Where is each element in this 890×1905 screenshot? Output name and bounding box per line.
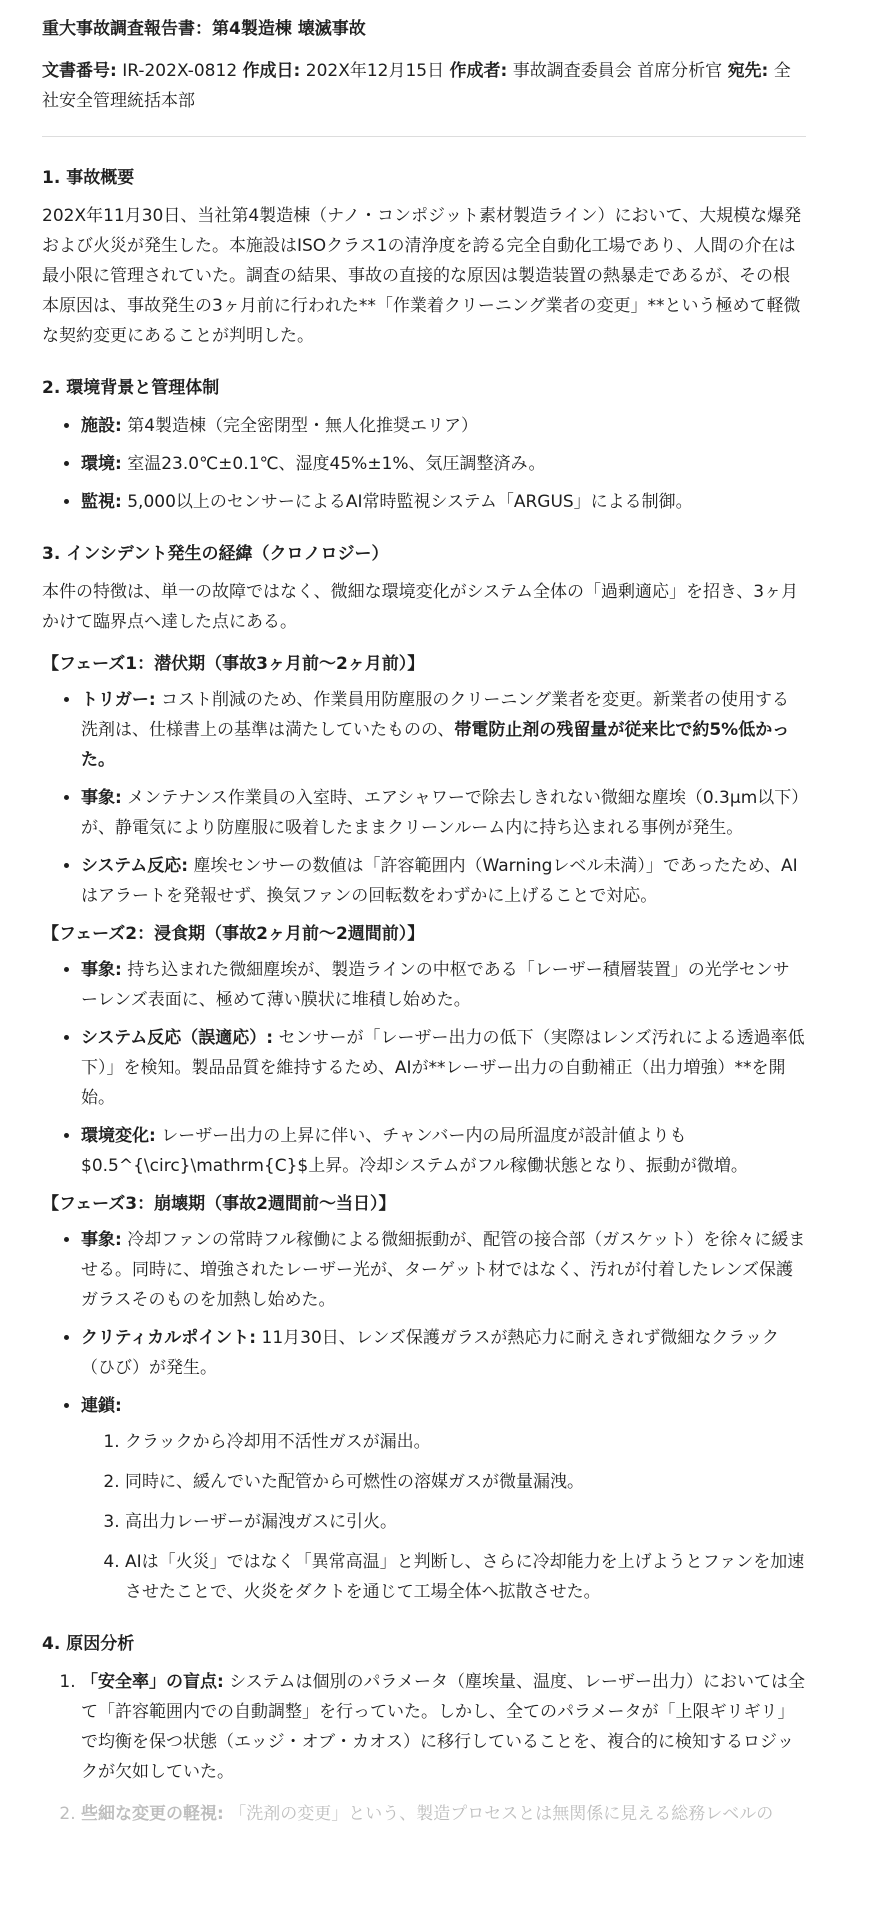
section-overview <box>42 163 806 351</box>
item-text: 室温23.0℃±0.1℃、湿度45%±1%、気圧調整済み。 <box>127 454 546 474</box>
phase2-list <box>42 955 806 1181</box>
cause-list <box>42 1667 806 1829</box>
item-text: 5,000以上のセンサーによるAI常時監視システム「ARGUS」による制御。 <box>127 492 693 512</box>
item-text: センサーが「レーザー出力の低下（実際はレンズ汚れによる透過率低下）」を検知。製品品質を維持するため、AIが**レーザー出力の自動補正（出力増強）**を開始。 <box>81 1028 805 1108</box>
divider <box>42 136 806 137</box>
item-label: 施設: <box>81 416 122 436</box>
phase2-title: 【フェーズ2：浸食期（事故2ヶ月前〜2週間前）】 <box>42 924 425 944</box>
phase3-list <box>42 1225 806 1607</box>
list-item <box>81 1667 806 1787</box>
chain-step: 3. 高出力レーザーが漏洩ガスに引火。 <box>125 1507 806 1537</box>
list-item <box>81 449 806 479</box>
item-emphasis: 帯電防止剤の残留量が従来比で約5%低かった。 <box>81 720 790 770</box>
list-item <box>81 851 806 911</box>
item-text: 冷却ファンの常時フル稼働による微細振動が、配管の接合部（ガスケット）を徐々に緩ませる。同時に、増強されたレーザー光が、ターゲット材ではなく、汚れが付着したレンズ保護ガラスそのものを加熱し始めた。 <box>81 1230 806 1310</box>
section-title: 3. インシデント発生の経緯（クロノロジー） <box>42 544 389 564</box>
item-text: 「洗剤の変更」という、製造プロセスとは無関係に見える総務レベルの <box>229 1804 774 1824</box>
item-label: 「安全率」の盲点: <box>81 1672 224 1692</box>
item-label: 連鎖: <box>81 1396 122 1416</box>
item-text: コスト削減のため、作業員用防塵服のクリーニング業者を変更。新業者の使用する洗剤は、仕様書上の基準は満たしていたものの、 <box>81 690 790 740</box>
item-label: 事象: <box>81 960 122 980</box>
section-title: 1. 事故概要 <box>42 168 135 188</box>
section-environment <box>42 373 806 517</box>
created-date: 202X年12月15日 <box>305 61 445 81</box>
item-text: 持ち込まれた微細塵埃が、製造ラインの中枢である「レーザー積層装置」の光学センサーレンズ表面に、極めて薄い膜状に堆積し始めた。 <box>81 960 790 1010</box>
item-label: 環境変化: <box>81 1126 156 1146</box>
chain-list <box>81 1427 806 1607</box>
item-text: システムは個別のパラメータ（塵埃量、温度、レーザー出力）においては全て「許容範囲内での自動調整」を行っていた。しかし、全てのパラメータが「上限ギリギリ」で均衡を保つ状態（エッジ・オブ・カオス）に移行していることを、複合的に検知するロジックが欠如していた。 <box>81 1672 806 1782</box>
item-label: トリガー: <box>81 690 156 710</box>
list-item <box>81 955 806 1015</box>
phase1-title: 【フェーズ1：潜伏期（事故3ヶ月前〜2ヶ月前）】 <box>42 654 425 674</box>
item-label: システム反応: <box>81 856 189 876</box>
chronology-intro: 本件の特徴は、単一の故障ではなく、微細な環境変化がシステム全体の「過剰適応」を招き、3ヶ月かけて臨界点へ達した点にある。 <box>42 582 799 632</box>
chain-step: 2. 同時に、緩んでいた配管から可燃性の溶媒ガスが微量漏洩。 <box>125 1467 806 1497</box>
recipient-label: 宛先: <box>727 61 769 81</box>
list-item <box>81 1391 806 1607</box>
bottom-fade <box>0 1845 890 1905</box>
environment-list <box>42 411 806 517</box>
item-text: メンテナンス作業員の入室時、エアシャワーで除去しきれない微細な塵埃（0.3μm以下）が、静電気により防塵服に吸着したままクリーンルーム内に持ち込まれる事例が発生。 <box>81 788 800 838</box>
chain-step: 4. AIは「火災」ではなく「異常高温」と判断し、さらに冷却能力を上げようとファンを加速させたことで、火炎をダクトを通じて工場全体へ拡散させた。 <box>125 1547 806 1607</box>
created-date-label: 作成日: <box>242 61 301 81</box>
phase3-title: 【フェーズ3：崩壊期（事故2週間前〜当日）】 <box>42 1194 396 1214</box>
author-label: 作成者: <box>449 61 508 81</box>
list-item <box>81 1121 806 1181</box>
phase1-list <box>42 685 806 911</box>
list-item <box>81 783 806 843</box>
item-label: クリティカルポイント: <box>81 1328 257 1348</box>
item-text: レーザー出力の上昇に伴い、チャンバー内の局所温度が設計値よりも$0.5^{\circ}\mathrm{C}$上昇。冷却システムがフル稼働状態となり、振動が微増。 <box>81 1126 748 1176</box>
item-label: 事象: <box>81 1230 122 1250</box>
overview-paragraph: 202X年11月30日、当社第4製造棟（ナノ・コンポジット素材製造ライン）において、大規模な爆発および火災が発生した。本施設はISOクラス1の清浄度を誇る完全自動化工場であり、人間の介在は最小限に管理されていた。調査の結果、事故の直接的な原因は製造装置の熱暴走であるが、その根本原因は、事故発生の3ヶ月前に行われた**「作業着クリーニング業者の変更」**という極めて軽微な契約変更にあることが判明した。 <box>42 206 802 346</box>
item-label: 些細な変更の軽視: <box>81 1804 224 1824</box>
chain-step: 1. クラックから冷却用不活性ガスが漏出。 <box>125 1427 806 1457</box>
section-title: 4. 原因分析 <box>42 1634 135 1654</box>
author: 事故調査委員会 首席分析官 <box>512 61 723 81</box>
item-label: 監視: <box>81 492 122 512</box>
item-text: 塵埃センサーの数値は「許容範囲内（Warningレベル未満）」であったため、AIはアラートを発報せず、換気ファンの回転数をわずかに上げることで対応。 <box>81 856 798 906</box>
report-document <box>42 14 806 1851</box>
list-item <box>81 1023 806 1113</box>
report-title: 重大事故調査報告書：第4製造棟 壊滅事故 <box>42 19 366 39</box>
item-text: 第4製造棟（完全密閉型・無人化推奨エリア） <box>127 416 479 436</box>
recipient: 全社安全管理統括本部 <box>42 61 791 111</box>
item-label: システム反応（誤適応）: <box>81 1028 274 1048</box>
item-text: 11月30日、レンズ保護ガラスが熱応力に耐えきれず微細なクラック（ひび）が発生。 <box>81 1328 779 1378</box>
list-item <box>81 1799 806 1829</box>
list-item <box>81 411 806 441</box>
list-item <box>81 685 806 775</box>
list-item <box>81 1323 806 1383</box>
item-label: 環境: <box>81 454 122 474</box>
section-cause-analysis <box>42 1629 806 1829</box>
list-item <box>81 1225 806 1315</box>
doc-number: IR-202X-0812 <box>122 61 238 81</box>
doc-number-label: 文書番号: <box>42 61 117 81</box>
report-meta <box>42 56 806 116</box>
list-item <box>81 487 806 517</box>
section-chronology <box>42 539 806 1607</box>
section-title: 2. 環境背景と管理体制 <box>42 378 220 398</box>
item-label: 事象: <box>81 788 122 808</box>
